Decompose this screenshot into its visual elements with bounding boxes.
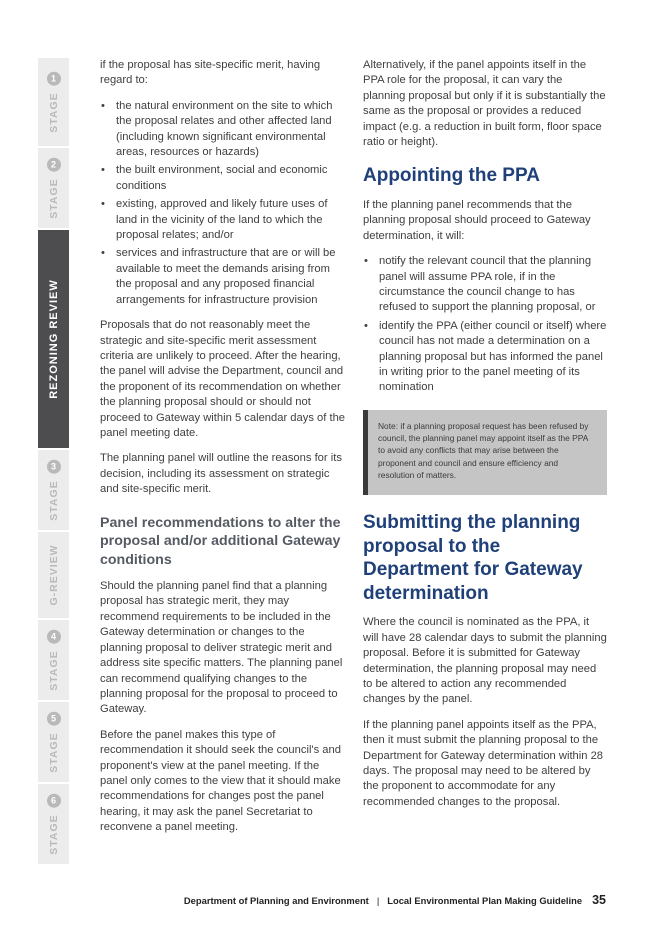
body-paragraph: Before the panel makes this type of recommendation it should seek the council's and proponent's view at the panel meeting. If the panel only comes to the view that it should make recommendations for changes post the panel hearing, it may ask the panel Secretariat to reconvene a panel meeting. [100, 728, 341, 834]
tab-label: STAGE [47, 480, 60, 521]
tab-g-review[interactable] [38, 532, 69, 618]
list-item: • existing, approved and likely future uses of land in the vicinity of the land to which the proposal relates; and/or [100, 197, 346, 243]
body-paragraph: If the planning panel appoints itself as the PPA, then it must submit the planning proposal to the Department for Gateway determination within 28 days. The proposal may need to be altered by the proponent to accommodate for any recommended changes to the proposal. [363, 718, 604, 808]
tab-label: STAGE [47, 732, 60, 773]
tab-stage-4[interactable] [38, 620, 69, 700]
stage-number-badge: 3 [47, 459, 61, 473]
stage-number-badge: 6 [47, 793, 61, 807]
note-box: Note: if a planning proposal request has been refused by council, the planning panel may appoint itself as the PPA to avoid any conflicts that may arise between the proponent and council and ensure efficiency and resolution of matters. [363, 410, 607, 495]
list-item: • the built environment, social and economic conditions [100, 163, 346, 194]
tab-label: G-REVIEW [47, 544, 60, 606]
intro-paragraph: if the proposal has site-specific merit, having regard to: [100, 59, 321, 87]
list-item: • services and infrastructure that are or will be available to meet the demands arising from the proposal and any proposed financial arrangements for infrastructure provision [100, 246, 346, 308]
merit-criteria-list [100, 99, 346, 308]
stage-number-badge: 5 [47, 711, 61, 725]
footer-guideline-title: Local Environmental Plan Making Guideline [387, 894, 583, 906]
body-paragraph: Alternatively, if the panel appoints itself in the PPA role for the proposal, it can vary the planning proposal but only if it is substantially the same as the proposal or provides a reduced impact (e.g. a reduction in built form, floor space ratio or height). [363, 59, 606, 149]
tab-stage-1[interactable] [38, 58, 69, 146]
section-heading: Appointing the PPA [363, 165, 540, 187]
left-column [100, 58, 346, 846]
stage-number-badge: 4 [47, 629, 61, 643]
tab-rezoning-review[interactable] [38, 230, 69, 448]
body-paragraph: Should the planning panel find that a planning proposal has strategic merit, they may recommend requirements to be included in the Gateway determination or changes to the planning proposal to deliver strategic merit and address site specific matters. The planning panel can recommend qualifying changes to the planning proposal for the proposal to proceed to Gateway. [100, 580, 343, 716]
tab-label: STAGE [47, 814, 60, 855]
tab-stage-2[interactable] [38, 148, 69, 228]
tab-stage-3[interactable] [38, 450, 69, 530]
list-item: • notify the relevant council that the planning panel will assume PPA role, if in the circumstance the council change to has refused to support the planning proposal, or [363, 254, 607, 316]
stage-number-badge: 1 [47, 71, 61, 85]
tab-stage-6[interactable] [38, 784, 69, 864]
list-item: • the natural environment on the site to which the proposal relates and other affected land (including known significant environmental areas, resources or hazards) [100, 99, 346, 161]
tab-label: STAGE [47, 178, 60, 219]
tab-label: STAGE [47, 650, 60, 691]
footer-department: Department of Planning and Environment [183, 894, 369, 906]
section-heading: Submitting the planning proposal to the Department for Gateway determination [363, 512, 583, 604]
footer-separator: | [376, 894, 380, 906]
body-paragraph: The planning panel will outline the reasons for its decision, including its assessment on strategic and site-specific merit. [100, 452, 342, 496]
body-paragraph: Proposals that do not reasonably meet the strategic and site-specific merit assessment criteria are unlikely to proceed. After the hearing, the panel will advise the Department, council and the proponent of its recommendation on whether the planning proposal should or should not proceed to Gateway within 5 calendar days of the panel meeting date. [100, 319, 346, 439]
ppa-actions-list [363, 254, 607, 396]
section-heading: Panel recommendations to alter the proposal and/or additional Gateway conditions [100, 514, 341, 568]
list-item: • identify the PPA (either council or itself) where council has not made a determination on a planning proposal but has informed the panel in writing prior to the panel meeting of its nomination [363, 319, 607, 396]
body-paragraph: If the planning panel recommends that the planning proposal should proceed to Gateway determination, it will: [363, 198, 591, 242]
right-column [363, 58, 607, 820]
tab-stage-5[interactable] [38, 702, 69, 782]
page-number: 35 [592, 893, 606, 907]
tab-label: STAGE [47, 92, 60, 133]
page-footer [184, 893, 606, 907]
tab-label: REZONING REVIEW [47, 279, 60, 399]
stage-number-badge: 2 [47, 157, 61, 171]
body-paragraph: Where the council is nominated as the PPA, it will have 28 calendar days to submit the planning proposal. Before it is submitted for Gateway determination, the planning proposal may need to be altered to action any recommended changes by the panel. [363, 616, 607, 706]
